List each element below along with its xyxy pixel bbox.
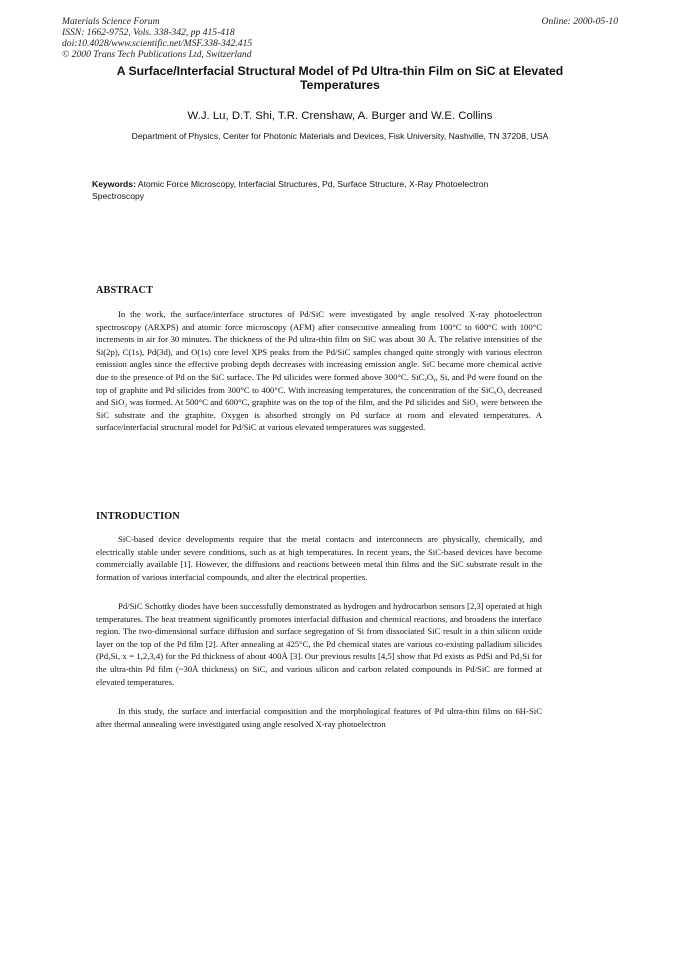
paper-title: A Surface/Interfacial Structural Model of Pd Ultra-thin Film on SiC at Elevated Temperatures xyxy=(116,64,564,92)
issn-line: ISSN: 1662-9752, Vols. 338-342, pp 415-418 xyxy=(62,27,235,38)
introduction-paragraph: In this study, the surface and interfacial composition and the morphological features of Pd ultra-thin films on 6H-SiC after thermal annealing were investigated using angle resolved X-ray photoelectron xyxy=(96,706,542,729)
affiliation: Department of Physics, Center for Photonic Materials and Devices, Fisk University, Nashville, TN 37208, USA xyxy=(131,131,549,141)
keywords-text: Atomic Force Microscopy, Interfacial Structures, Pd, Surface Structure, X-Ray Photoelectron Spectroscopy xyxy=(92,179,489,201)
journal-header xyxy=(62,16,252,60)
abstract-text: In the work, the surface/interface structures of Pd/SiC were investigated by angle resolved X-ray photoelectron spectroscopy (ARXPS) and atomic force microscopy (AFM) after consecutive annealing from 100°C to 600°C with 100°C increments in air for 30 minutes. The thickness of the Pd ultra-thin film on SiC was about 30 Å. The relative intensities of the Si(2p), C(1s), Pd(3d), and O(1s) core level XPS peaks from the Pd/SiC samples changed quite strongly with various electron emission angles since the effective probing depth decreases with increasing emission angle. SiC became more chemical active due to the presence of Pd on the SiC surface. The Pd silicides were formed above 300°C. SiCₓOᵧ, Si, and Pd were found on the top of graphite and Pd silicides from 300°C to 400°C. With increasing temperatures, the concentration of the SiCₓOᵧ decreased and SiO₂ was formed. At 500°C and 600°C, graphite was on the top of the film, and the Pd silicides and SiO₂ were between the SiC substrate and the graphite. Oxygen is absorbed strongly on Pd surface at room and elevated temperatures. A surface/interfacial structural model for Pd/SiC at various elevated temperatures was suggested. xyxy=(96,309,542,433)
abstract-heading: ABSTRACT xyxy=(96,285,154,296)
doi-line: doi:10.4028/www.scientific.net/MSF.338-342.415 xyxy=(62,38,253,49)
introduction-paragraph: SiC-based device developments require that the metal contacts and interconnects are physically, chemically, and electrically stable under severe conditions, such as at high temperatures. In recent years, the SiC-based devices have become commercially available [1]. However, the diffusions and reactions between metal thin films and the SiC substrate result in the formation of various interfacial compounds, and alter the electrical properties. xyxy=(96,534,542,582)
keywords-label: Keywords: xyxy=(92,179,136,189)
copyright-line: © 2000 Trans Tech Publications Ltd, Switzerland xyxy=(62,49,252,60)
introduction-paragraph: Pd/SiC Schottky diodes have been successfully demonstrated as hydrogen and hydrocarbon sensors [2,3] operated at high temperatures. The heat treatment significantly promotes interfacial diffusion and chemical reactions, and broadens the interface region. The two-dimensional surface diffusion and surface segregation of Si from dissociated SiC result in a thin silicon oxide layer on the top of the Pd film [2]. After annealing at 425°C, the Pd chemical states are various co-existing palladium silicides (PdₓSi, x = 1,2,3,4) for the Pd thickness of about 400Å [3]. Our previous results [4,5] show that Pd exists as PdSi and Pd₂Si for the ultra-thin Pd film (~30Å thickness) on SiC, and various silicon and carbon related compounds in Pd/SiC are formed at elevated temperatures. xyxy=(96,601,542,687)
author-list: W.J. Lu, D.T. Shi, T.R. Crenshaw, A. Burger and W.E. Collins xyxy=(187,110,493,122)
online-date: Online: 2000-05-10 xyxy=(541,16,618,27)
journal-name: Materials Science Forum xyxy=(62,16,160,27)
introduction-heading: INTRODUCTION xyxy=(96,511,180,522)
keywords xyxy=(92,178,512,202)
